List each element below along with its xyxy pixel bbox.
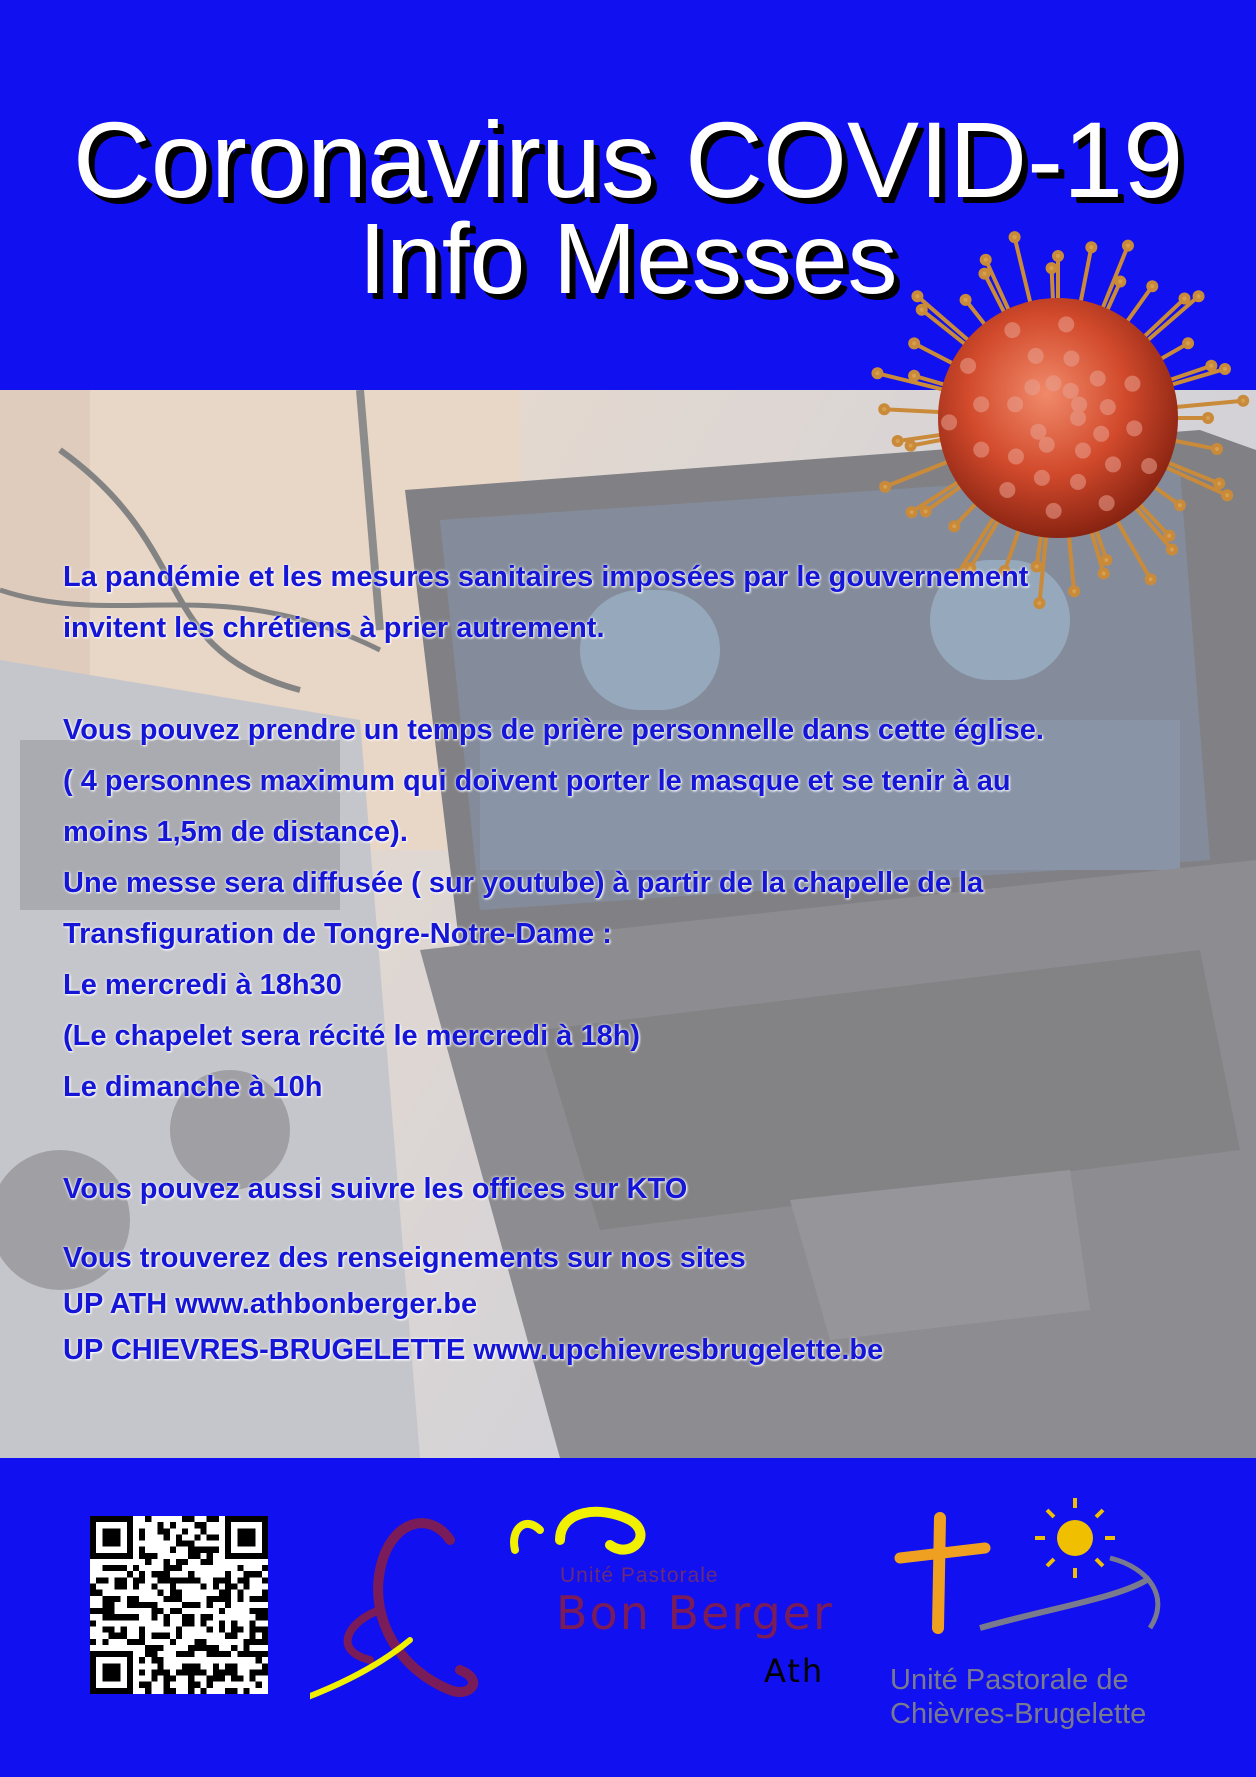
prayer-line: Vous pouvez prendre un temps de prière personnelle dans cette église.: [63, 714, 1044, 746]
schedule-wednesday: Le mercredi à 18h30: [63, 969, 342, 1001]
info-text: [63, 552, 1243, 1373]
intro-line-1: La pandémie et les mesures sanitaires imposées par le gouvernement: [63, 561, 1029, 593]
mass-line-1: Une messe sera diffusée ( sur youtube) à partir de la chapelle de la: [63, 867, 984, 899]
chievres-line-1: Unité Pastorale de: [890, 1664, 1129, 1696]
site-ath-link[interactable]: UP ATH www.athbonberger.be: [63, 1288, 478, 1320]
bon-berger-logo: [310, 1500, 834, 1720]
mass-line-2: Transfiguration de Tongre-Notre-Dame :: [63, 918, 612, 950]
qr-code[interactable]: [90, 1516, 268, 1694]
schedule-rosary: (Le chapelet sera récité le mercredi à 18h): [63, 1020, 641, 1052]
bon-berger-name: Bon Berger: [556, 1586, 834, 1640]
bon-berger-subtitle: Unité Pastorale: [560, 1564, 719, 1587]
site-chievres-link[interactable]: UP CHIEVRES-BRUGELETTE www.upchievresbrugelette.be: [63, 1334, 884, 1366]
chievres-line-2: Chièvres-Brugelette: [890, 1698, 1147, 1730]
rules-line-2: moins 1,5m de distance).: [63, 816, 408, 848]
bon-berger-city: Ath: [764, 1652, 825, 1690]
cross-sun-emblem: [880, 1498, 1200, 1658]
footer-band: [0, 1458, 1256, 1777]
intro-line-2: invitent les chrétiens à prier autrement.: [63, 612, 605, 644]
rules-line-1: ( 4 personnes maximum qui doivent porter le masque et se tenir à au: [63, 765, 1011, 797]
chievres-brugelette-logo: [880, 1498, 1200, 1728]
kto-line: Vous pouvez aussi suivre les offices sur KTO: [63, 1173, 688, 1205]
title-line-2: Info Messes: [358, 203, 898, 315]
schedule-sunday: Le dimanche à 10h: [63, 1071, 323, 1103]
title-line-1: Coronavirus COVID-19: [72, 99, 1184, 220]
info-intro: Vous trouverez des renseignements sur nos sites: [63, 1242, 746, 1274]
